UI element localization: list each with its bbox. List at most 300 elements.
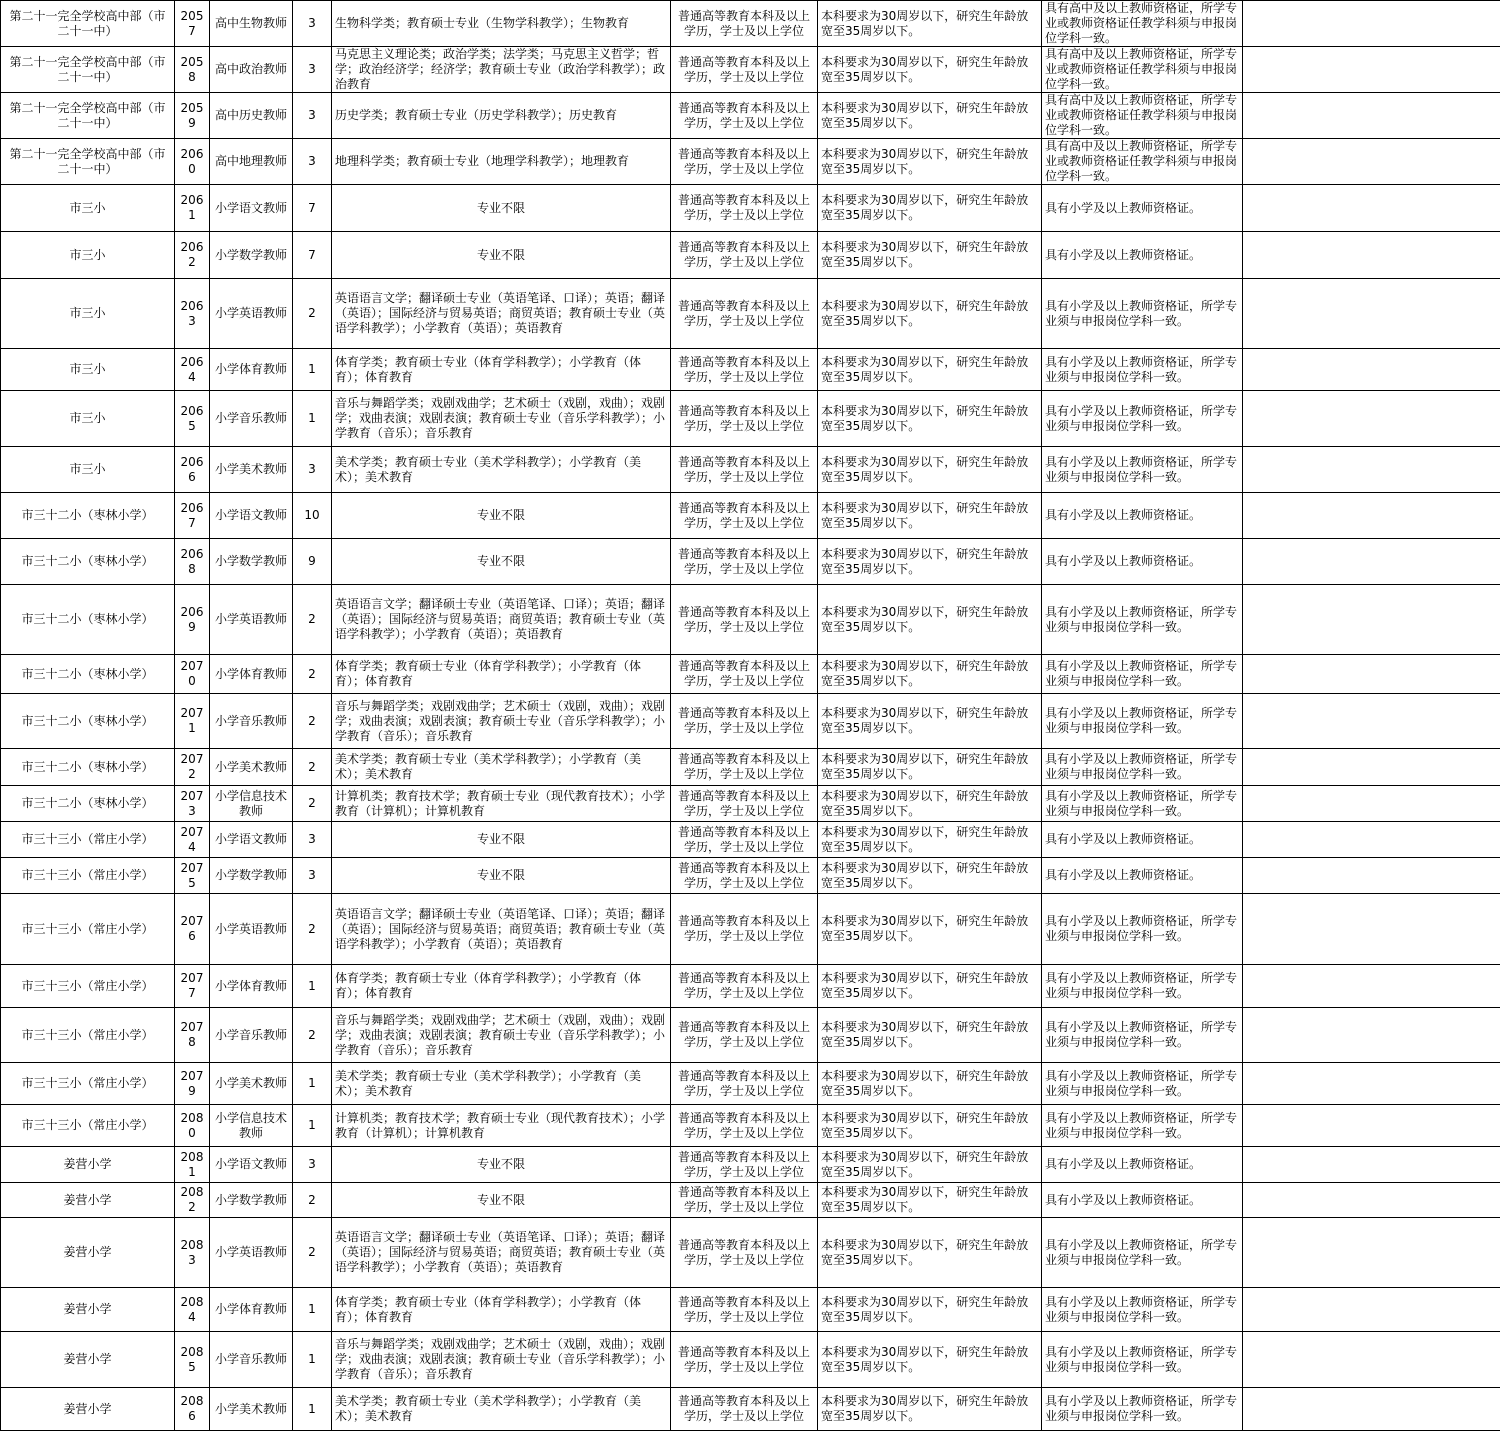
cell-code: 2066 (175, 447, 210, 493)
cell-post: 小学英语教师 (210, 1218, 293, 1288)
cell-major: 体育学类；教育硕士专业（体育学科教学）；小学教育（体育）；体育教育 (332, 965, 671, 1008)
cell-major: 美术学类；教育硕士专业（美术学科教学）；小学教育（美术）；美术教育 (332, 1063, 671, 1105)
cell-num: 3 (293, 1, 332, 47)
cell-major: 英语语言文学；翻译硕士专业（英语笔译、口译）；英语；翻译（英语）；国际经济与贸易英语；商贸英语；教育硕士专业（英语学科教学）；小学教育（英语）；英语教育 (332, 894, 671, 965)
cell-unit: 市三十二小（枣林小学） (1, 655, 175, 694)
cell-major: 英语语言文学；翻译硕士专业（英语笔译、口译）；英语；翻译（英语）；国际经济与贸易英语；商贸英语；教育硕士专业（英语学科教学）；小学教育（英语）；英语教育 (332, 1218, 671, 1288)
cell-other: 具有小学及以上教师资格证，所学专业须与申报岗位学科一致。 (1042, 279, 1243, 349)
cell-major: 美术学类；教育硕士专业（美术学科教学）；小学教育（美术）；美术教育 (332, 749, 671, 786)
cell-unit: 第二十一完全学校高中部（市二十一中） (1, 139, 175, 185)
cell-code: 2063 (175, 279, 210, 349)
cell-num: 2 (293, 1183, 332, 1218)
cell-edu: 普通高等教育本科及以上学历，学士及以上学位 (671, 139, 818, 185)
table-row (1, 1105, 1500, 1147)
cell-num: 2 (293, 749, 332, 786)
cell-age: 本科要求为30周岁以下，研究生年龄放宽至35周岁以下。 (818, 139, 1042, 185)
cell-post: 小学音乐教师 (210, 391, 293, 447)
cell-blank (1243, 279, 1500, 349)
cell-major: 专业不限 (332, 1183, 671, 1218)
cell-post: 高中政治教师 (210, 47, 293, 93)
cell-unit: 姜营小学 (1, 1183, 175, 1218)
cell-unit: 市三小 (1, 349, 175, 391)
cell-edu: 普通高等教育本科及以上学历，学士及以上学位 (671, 1288, 818, 1332)
cell-major: 音乐与舞蹈学类；戏剧戏曲学；艺术硕士（戏剧，戏曲）；戏剧学；戏曲表演；戏剧表演；教育硕士专业（音乐学科教学）；小学教育（音乐）；音乐教育 (332, 391, 671, 447)
cell-other: 具有小学及以上教师资格证，所学专业须与申报岗位学科一致。 (1042, 786, 1243, 822)
cell-post: 小学语文教师 (210, 822, 293, 858)
cell-other: 具有小学及以上教师资格证。 (1042, 1147, 1243, 1183)
cell-unit: 市三十二小（枣林小学） (1, 694, 175, 749)
cell-num: 3 (293, 1147, 332, 1183)
cell-unit: 第二十一完全学校高中部（市二十一中） (1, 1, 175, 47)
cell-num: 3 (293, 858, 332, 894)
cell-age: 本科要求为30周岁以下，研究生年龄放宽至35周岁以下。 (818, 185, 1042, 232)
cell-other: 具有小学及以上教师资格证，所学专业须与申报岗位学科一致。 (1042, 1388, 1243, 1431)
cell-age: 本科要求为30周岁以下，研究生年龄放宽至35周岁以下。 (818, 655, 1042, 694)
cell-blank (1243, 185, 1500, 232)
cell-other: 具有小学及以上教师资格证，所学专业须与申报岗位学科一致。 (1042, 1063, 1243, 1105)
cell-num: 2 (293, 1008, 332, 1063)
cell-age: 本科要求为30周岁以下，研究生年龄放宽至35周岁以下。 (818, 539, 1042, 585)
cell-edu: 普通高等教育本科及以上学历，学士及以上学位 (671, 493, 818, 539)
cell-age: 本科要求为30周岁以下，研究生年龄放宽至35周岁以下。 (818, 749, 1042, 786)
cell-other: 具有小学及以上教师资格证，所学专业须与申报岗位学科一致。 (1042, 349, 1243, 391)
cell-num: 1 (293, 965, 332, 1008)
cell-code: 2062 (175, 232, 210, 279)
cell-major: 历史学类；教育硕士专业（历史学科教学）；历史教育 (332, 93, 671, 139)
table-row (1, 1332, 1500, 1388)
cell-post: 小学英语教师 (210, 894, 293, 965)
cell-other: 具有小学及以上教师资格证，所学专业须与申报岗位学科一致。 (1042, 894, 1243, 965)
cell-unit: 市三十二小（枣林小学） (1, 786, 175, 822)
cell-age: 本科要求为30周岁以下，研究生年龄放宽至35周岁以下。 (818, 786, 1042, 822)
cell-post: 小学音乐教师 (210, 1332, 293, 1388)
cell-num: 1 (293, 1332, 332, 1388)
cell-edu: 普通高等教育本科及以上学历，学士及以上学位 (671, 1332, 818, 1388)
table-row (1, 47, 1500, 93)
cell-blank (1243, 391, 1500, 447)
cell-major: 专业不限 (332, 539, 671, 585)
cell-major: 英语语言文学；翻译硕士专业（英语笔译、口译）；英语；翻译（英语）；国际经济与贸易英语；商贸英语；教育硕士专业（英语学科教学）；小学教育（英语）；英语教育 (332, 279, 671, 349)
cell-major: 生物科学类；教育硕士专业（生物学科教学）；生物教育 (332, 1, 671, 47)
cell-post: 小学语文教师 (210, 185, 293, 232)
cell-unit: 市三十二小（枣林小学） (1, 539, 175, 585)
table-row (1, 391, 1500, 447)
cell-blank (1243, 232, 1500, 279)
cell-other: 具有小学及以上教师资格证，所学专业须与申报岗位学科一致。 (1042, 1218, 1243, 1288)
cell-code: 2067 (175, 493, 210, 539)
table-row (1, 894, 1500, 965)
table-row (1, 539, 1500, 585)
cell-unit: 市三十二小（枣林小学） (1, 585, 175, 655)
cell-edu: 普通高等教育本科及以上学历，学士及以上学位 (671, 585, 818, 655)
table-row (1, 493, 1500, 539)
cell-age: 本科要求为30周岁以下，研究生年龄放宽至35周岁以下。 (818, 1218, 1042, 1288)
cell-other: 具有小学及以上教师资格证，所学专业须与申报岗位学科一致。 (1042, 749, 1243, 786)
cell-blank (1243, 539, 1500, 585)
cell-code: 2076 (175, 894, 210, 965)
cell-major: 专业不限 (332, 232, 671, 279)
cell-unit: 姜营小学 (1, 1388, 175, 1431)
cell-edu: 普通高等教育本科及以上学历，学士及以上学位 (671, 786, 818, 822)
table-row (1, 185, 1500, 232)
cell-age: 本科要求为30周岁以下，研究生年龄放宽至35周岁以下。 (818, 965, 1042, 1008)
cell-num: 1 (293, 391, 332, 447)
cell-blank (1243, 1147, 1500, 1183)
table-row (1, 694, 1500, 749)
table-row (1, 1063, 1500, 1105)
cell-edu: 普通高等教育本科及以上学历，学士及以上学位 (671, 1063, 818, 1105)
cell-post: 小学美术教师 (210, 1063, 293, 1105)
cell-unit: 市三十二小（枣林小学） (1, 749, 175, 786)
cell-blank (1243, 1, 1500, 47)
cell-post: 小学英语教师 (210, 585, 293, 655)
cell-code: 2068 (175, 539, 210, 585)
cell-unit: 市三十三小（常庄小学） (1, 894, 175, 965)
cell-major: 美术学类；教育硕士专业（美术学科教学）；小学教育（美术）；美术教育 (332, 447, 671, 493)
cell-edu: 普通高等教育本科及以上学历，学士及以上学位 (671, 391, 818, 447)
cell-age: 本科要求为30周岁以下，研究生年龄放宽至35周岁以下。 (818, 93, 1042, 139)
cell-code: 2060 (175, 139, 210, 185)
cell-age: 本科要求为30周岁以下，研究生年龄放宽至35周岁以下。 (818, 1388, 1042, 1431)
table-row (1, 1147, 1500, 1183)
cell-unit: 第二十一完全学校高中部（市二十一中） (1, 93, 175, 139)
cell-age: 本科要求为30周岁以下，研究生年龄放宽至35周岁以下。 (818, 447, 1042, 493)
cell-unit: 第二十一完全学校高中部（市二十一中） (1, 47, 175, 93)
cell-age: 本科要求为30周岁以下，研究生年龄放宽至35周岁以下。 (818, 1147, 1042, 1183)
cell-num: 1 (293, 1063, 332, 1105)
cell-major: 计算机类；教育技术学；教育硕士专业（现代教育技术）；小学教育（计算机）；计算机教育 (332, 1105, 671, 1147)
cell-code: 2070 (175, 655, 210, 694)
cell-code: 2085 (175, 1332, 210, 1388)
cell-code: 2082 (175, 1183, 210, 1218)
cell-major: 专业不限 (332, 1147, 671, 1183)
cell-blank (1243, 858, 1500, 894)
cell-age: 本科要求为30周岁以下，研究生年龄放宽至35周岁以下。 (818, 858, 1042, 894)
cell-post: 小学体育教师 (210, 655, 293, 694)
cell-code: 2071 (175, 694, 210, 749)
cell-edu: 普通高等教育本科及以上学历，学士及以上学位 (671, 694, 818, 749)
cell-other: 具有小学及以上教师资格证。 (1042, 1183, 1243, 1218)
cell-other: 具有小学及以上教师资格证。 (1042, 185, 1243, 232)
cell-blank (1243, 822, 1500, 858)
cell-post: 小学数学教师 (210, 232, 293, 279)
cell-edu: 普通高等教育本科及以上学历，学士及以上学位 (671, 749, 818, 786)
cell-code: 2079 (175, 1063, 210, 1105)
cell-blank (1243, 1008, 1500, 1063)
table-row (1, 585, 1500, 655)
cell-major: 专业不限 (332, 822, 671, 858)
cell-blank (1243, 894, 1500, 965)
cell-post: 小学信息技术教师 (210, 786, 293, 822)
table-row (1, 1, 1500, 47)
cell-other: 具有小学及以上教师资格证，所学专业须与申报岗位学科一致。 (1042, 1105, 1243, 1147)
cell-num: 7 (293, 232, 332, 279)
cell-num: 7 (293, 185, 332, 232)
cell-blank (1243, 1388, 1500, 1431)
cell-edu: 普通高等教育本科及以上学历，学士及以上学位 (671, 539, 818, 585)
cell-age: 本科要求为30周岁以下，研究生年龄放宽至35周岁以下。 (818, 1063, 1042, 1105)
cell-other: 具有高中及以上教师资格证，所学专业或教师资格证任教学科须与申报岗位学科一致。 (1042, 47, 1243, 93)
cell-other: 具有小学及以上教师资格证，所学专业须与申报岗位学科一致。 (1042, 965, 1243, 1008)
cell-major: 音乐与舞蹈学类；戏剧戏曲学；艺术硕士（戏剧，戏曲）；戏剧学；戏曲表演；戏剧表演；教育硕士专业（音乐学科教学）；小学教育（音乐）；音乐教育 (332, 1008, 671, 1063)
cell-post: 小学数学教师 (210, 858, 293, 894)
cell-major: 专业不限 (332, 858, 671, 894)
cell-blank (1243, 1183, 1500, 1218)
cell-unit: 市三十三小（常庄小学） (1, 822, 175, 858)
cell-age: 本科要求为30周岁以下，研究生年龄放宽至35周岁以下。 (818, 585, 1042, 655)
cell-age: 本科要求为30周岁以下，研究生年龄放宽至35周岁以下。 (818, 47, 1042, 93)
cell-code: 2078 (175, 1008, 210, 1063)
cell-age: 本科要求为30周岁以下，研究生年龄放宽至35周岁以下。 (818, 822, 1042, 858)
cell-blank (1243, 786, 1500, 822)
cell-blank (1243, 93, 1500, 139)
table-row (1, 786, 1500, 822)
cell-other: 具有高中及以上教师资格证，所学专业或教师资格证任教学科须与申报岗位学科一致。 (1042, 1, 1243, 47)
cell-blank (1243, 47, 1500, 93)
cell-num: 3 (293, 447, 332, 493)
table-body (1, 1, 1500, 1431)
cell-age: 本科要求为30周岁以下，研究生年龄放宽至35周岁以下。 (818, 391, 1042, 447)
cell-age: 本科要求为30周岁以下，研究生年龄放宽至35周岁以下。 (818, 232, 1042, 279)
cell-post: 小学体育教师 (210, 1288, 293, 1332)
cell-post: 小学语文教师 (210, 493, 293, 539)
cell-blank (1243, 585, 1500, 655)
cell-age: 本科要求为30周岁以下，研究生年龄放宽至35周岁以下。 (818, 694, 1042, 749)
cell-blank (1243, 1332, 1500, 1388)
cell-code: 2086 (175, 1388, 210, 1431)
cell-unit: 市三十三小（常庄小学） (1, 858, 175, 894)
cell-unit: 市三小 (1, 185, 175, 232)
cell-edu: 普通高等教育本科及以上学历，学士及以上学位 (671, 447, 818, 493)
cell-major: 英语语言文学；翻译硕士专业（英语笔译、口译）；英语；翻译（英语）；国际经济与贸易英语；商贸英语；教育硕士专业（英语学科教学）；小学教育（英语）；英语教育 (332, 585, 671, 655)
cell-blank (1243, 447, 1500, 493)
cell-num: 2 (293, 786, 332, 822)
cell-num: 3 (293, 47, 332, 93)
cell-num: 1 (293, 1105, 332, 1147)
cell-blank (1243, 493, 1500, 539)
cell-age: 本科要求为30周岁以下，研究生年龄放宽至35周岁以下。 (818, 1288, 1042, 1332)
cell-edu: 普通高等教育本科及以上学历，学士及以上学位 (671, 185, 818, 232)
table-row (1, 822, 1500, 858)
cell-code: 2083 (175, 1218, 210, 1288)
cell-major: 音乐与舞蹈学类；戏剧戏曲学；艺术硕士（戏剧，戏曲）；戏剧学；戏曲表演；戏剧表演；教育硕士专业（音乐学科教学）；小学教育（音乐）；音乐教育 (332, 1332, 671, 1388)
cell-post: 小学信息技术教师 (210, 1105, 293, 1147)
table-row (1, 1183, 1500, 1218)
cell-other: 具有高中及以上教师资格证，所学专业或教师资格证任教学科须与申报岗位学科一致。 (1042, 139, 1243, 185)
table-row (1, 1218, 1500, 1288)
cell-code: 2058 (175, 47, 210, 93)
cell-edu: 普通高等教育本科及以上学历，学士及以上学位 (671, 1, 818, 47)
cell-unit: 市三十二小（枣林小学） (1, 493, 175, 539)
cell-blank (1243, 1288, 1500, 1332)
cell-other: 具有小学及以上教师资格证，所学专业须与申报岗位学科一致。 (1042, 655, 1243, 694)
cell-other: 具有小学及以上教师资格证。 (1042, 493, 1243, 539)
cell-edu: 普通高等教育本科及以上学历，学士及以上学位 (671, 232, 818, 279)
cell-unit: 市三十三小（常庄小学） (1, 965, 175, 1008)
table-row (1, 93, 1500, 139)
cell-code: 2072 (175, 749, 210, 786)
cell-post: 小学数学教师 (210, 539, 293, 585)
cell-post: 小学音乐教师 (210, 1008, 293, 1063)
cell-code: 2057 (175, 1, 210, 47)
table-row (1, 349, 1500, 391)
cell-age: 本科要求为30周岁以下，研究生年龄放宽至35周岁以下。 (818, 1008, 1042, 1063)
cell-num: 2 (293, 585, 332, 655)
cell-post: 小学数学教师 (210, 1183, 293, 1218)
table-row (1, 858, 1500, 894)
cell-code: 2084 (175, 1288, 210, 1332)
cell-num: 1 (293, 349, 332, 391)
table-row (1, 279, 1500, 349)
cell-major: 美术学类；教育硕士专业（美术学科教学）；小学教育（美术）；美术教育 (332, 1388, 671, 1431)
table-row (1, 655, 1500, 694)
cell-major: 计算机类；教育技术学；教育硕士专业（现代教育技术）；小学教育（计算机）；计算机教育 (332, 786, 671, 822)
cell-age: 本科要求为30周岁以下，研究生年龄放宽至35周岁以下。 (818, 493, 1042, 539)
cell-blank (1243, 694, 1500, 749)
cell-num: 2 (293, 1218, 332, 1288)
cell-code: 2059 (175, 93, 210, 139)
cell-unit: 市三十三小（常庄小学） (1, 1105, 175, 1147)
cell-other: 具有小学及以上教师资格证。 (1042, 232, 1243, 279)
cell-blank (1243, 1218, 1500, 1288)
cell-post: 小学美术教师 (210, 749, 293, 786)
cell-age: 本科要求为30周岁以下，研究生年龄放宽至35周岁以下。 (818, 279, 1042, 349)
table-row (1, 139, 1500, 185)
cell-code: 2081 (175, 1147, 210, 1183)
cell-post: 小学体育教师 (210, 349, 293, 391)
cell-num: 2 (293, 694, 332, 749)
cell-other: 具有小学及以上教师资格证，所学专业须与申报岗位学科一致。 (1042, 694, 1243, 749)
cell-other: 具有小学及以上教师资格证，所学专业须与申报岗位学科一致。 (1042, 1008, 1243, 1063)
table-row (1, 1388, 1500, 1431)
cell-num: 1 (293, 1288, 332, 1332)
cell-edu: 普通高等教育本科及以上学历，学士及以上学位 (671, 1147, 818, 1183)
cell-num: 10 (293, 493, 332, 539)
cell-num: 2 (293, 279, 332, 349)
cell-code: 2073 (175, 786, 210, 822)
cell-num: 3 (293, 822, 332, 858)
cell-post: 高中地理教师 (210, 139, 293, 185)
cell-code: 2064 (175, 349, 210, 391)
cell-major: 音乐与舞蹈学类；戏剧戏曲学；艺术硕士（戏剧，戏曲）；戏剧学；戏曲表演；戏剧表演；教育硕士专业（音乐学科教学）；小学教育（音乐）；音乐教育 (332, 694, 671, 749)
cell-age: 本科要求为30周岁以下，研究生年龄放宽至35周岁以下。 (818, 1105, 1042, 1147)
cell-unit: 市三小 (1, 279, 175, 349)
cell-edu: 普通高等教育本科及以上学历，学士及以上学位 (671, 858, 818, 894)
cell-major: 体育学类；教育硕士专业（体育学科教学）；小学教育（体育）；体育教育 (332, 349, 671, 391)
table-row (1, 1008, 1500, 1063)
cell-major: 体育学类；教育硕士专业（体育学科教学）；小学教育（体育）；体育教育 (332, 655, 671, 694)
cell-major: 地理科学类；教育硕士专业（地理学科教学）；地理教育 (332, 139, 671, 185)
cell-blank (1243, 965, 1500, 1008)
cell-num: 2 (293, 655, 332, 694)
cell-blank (1243, 1105, 1500, 1147)
cell-age: 本科要求为30周岁以下，研究生年龄放宽至35周岁以下。 (818, 1332, 1042, 1388)
cell-blank (1243, 749, 1500, 786)
cell-code: 2080 (175, 1105, 210, 1147)
cell-unit: 姜营小学 (1, 1332, 175, 1388)
cell-unit: 姜营小学 (1, 1288, 175, 1332)
table-row (1, 749, 1500, 786)
cell-blank (1243, 1063, 1500, 1105)
cell-other: 具有小学及以上教师资格证，所学专业须与申报岗位学科一致。 (1042, 585, 1243, 655)
table-row (1, 965, 1500, 1008)
cell-edu: 普通高等教育本科及以上学历，学士及以上学位 (671, 655, 818, 694)
cell-unit: 姜营小学 (1, 1147, 175, 1183)
cell-age: 本科要求为30周岁以下，研究生年龄放宽至35周岁以下。 (818, 1183, 1042, 1218)
cell-num: 1 (293, 1388, 332, 1431)
cell-major: 马克思主义理论类；政治学类；法学类；马克思主义哲学；哲学；政治经济学；经济学；教育硕士专业（政治学科教学）；政治教育 (332, 47, 671, 93)
cell-other: 具有小学及以上教师资格证。 (1042, 858, 1243, 894)
cell-post: 小学语文教师 (210, 1147, 293, 1183)
cell-blank (1243, 349, 1500, 391)
cell-edu: 普通高等教育本科及以上学历，学士及以上学位 (671, 1008, 818, 1063)
cell-major: 体育学类；教育硕士专业（体育学科教学）；小学教育（体育）；体育教育 (332, 1288, 671, 1332)
cell-unit: 市三十三小（常庄小学） (1, 1008, 175, 1063)
table-row (1, 1288, 1500, 1332)
cell-edu: 普通高等教育本科及以上学历，学士及以上学位 (671, 349, 818, 391)
cell-edu: 普通高等教育本科及以上学历，学士及以上学位 (671, 965, 818, 1008)
cell-unit: 姜营小学 (1, 1218, 175, 1288)
cell-edu: 普通高等教育本科及以上学历，学士及以上学位 (671, 822, 818, 858)
cell-post: 小学美术教师 (210, 447, 293, 493)
cell-edu: 普通高等教育本科及以上学历，学士及以上学位 (671, 93, 818, 139)
cell-num: 3 (293, 139, 332, 185)
cell-edu: 普通高等教育本科及以上学历，学士及以上学位 (671, 1105, 818, 1147)
cell-other: 具有小学及以上教师资格证，所学专业须与申报岗位学科一致。 (1042, 1288, 1243, 1332)
cell-code: 2077 (175, 965, 210, 1008)
cell-code: 2069 (175, 585, 210, 655)
cell-edu: 普通高等教育本科及以上学历，学士及以上学位 (671, 47, 818, 93)
cell-major: 专业不限 (332, 493, 671, 539)
cell-age: 本科要求为30周岁以下，研究生年龄放宽至35周岁以下。 (818, 1, 1042, 47)
cell-other: 具有高中及以上教师资格证，所学专业或教师资格证任教学科须与申报岗位学科一致。 (1042, 93, 1243, 139)
cell-age: 本科要求为30周岁以下，研究生年龄放宽至35周岁以下。 (818, 349, 1042, 391)
cell-age: 本科要求为30周岁以下，研究生年龄放宽至35周岁以下。 (818, 894, 1042, 965)
cell-post: 高中生物教师 (210, 1, 293, 47)
cell-code: 2061 (175, 185, 210, 232)
cell-blank (1243, 655, 1500, 694)
cell-edu: 普通高等教育本科及以上学历，学士及以上学位 (671, 1183, 818, 1218)
cell-blank (1243, 139, 1500, 185)
cell-unit: 市三十三小（常庄小学） (1, 1063, 175, 1105)
cell-post: 小学美术教师 (210, 1388, 293, 1431)
cell-post: 小学体育教师 (210, 965, 293, 1008)
cell-edu: 普通高等教育本科及以上学历，学士及以上学位 (671, 1388, 818, 1431)
cell-code: 2074 (175, 822, 210, 858)
cell-edu: 普通高等教育本科及以上学历，学士及以上学位 (671, 1218, 818, 1288)
cell-other: 具有小学及以上教师资格证，所学专业须与申报岗位学科一致。 (1042, 1332, 1243, 1388)
cell-other: 具有小学及以上教师资格证，所学专业须与申报岗位学科一致。 (1042, 391, 1243, 447)
cell-other: 具有小学及以上教师资格证。 (1042, 539, 1243, 585)
cell-post: 小学英语教师 (210, 279, 293, 349)
cell-unit: 市三小 (1, 447, 175, 493)
cell-other: 具有小学及以上教师资格证。 (1042, 822, 1243, 858)
cell-code: 2065 (175, 391, 210, 447)
cell-num: 3 (293, 93, 332, 139)
cell-post: 小学音乐教师 (210, 694, 293, 749)
cell-unit: 市三小 (1, 391, 175, 447)
cell-unit: 市三小 (1, 232, 175, 279)
cell-edu: 普通高等教育本科及以上学历，学士及以上学位 (671, 279, 818, 349)
cell-code: 2075 (175, 858, 210, 894)
table-row (1, 232, 1500, 279)
cell-post: 高中历史教师 (210, 93, 293, 139)
cell-num: 2 (293, 894, 332, 965)
cell-other: 具有小学及以上教师资格证，所学专业须与申报岗位学科一致。 (1042, 447, 1243, 493)
table-row (1, 447, 1500, 493)
cell-major: 专业不限 (332, 185, 671, 232)
cell-edu: 普通高等教育本科及以上学历，学士及以上学位 (671, 894, 818, 965)
